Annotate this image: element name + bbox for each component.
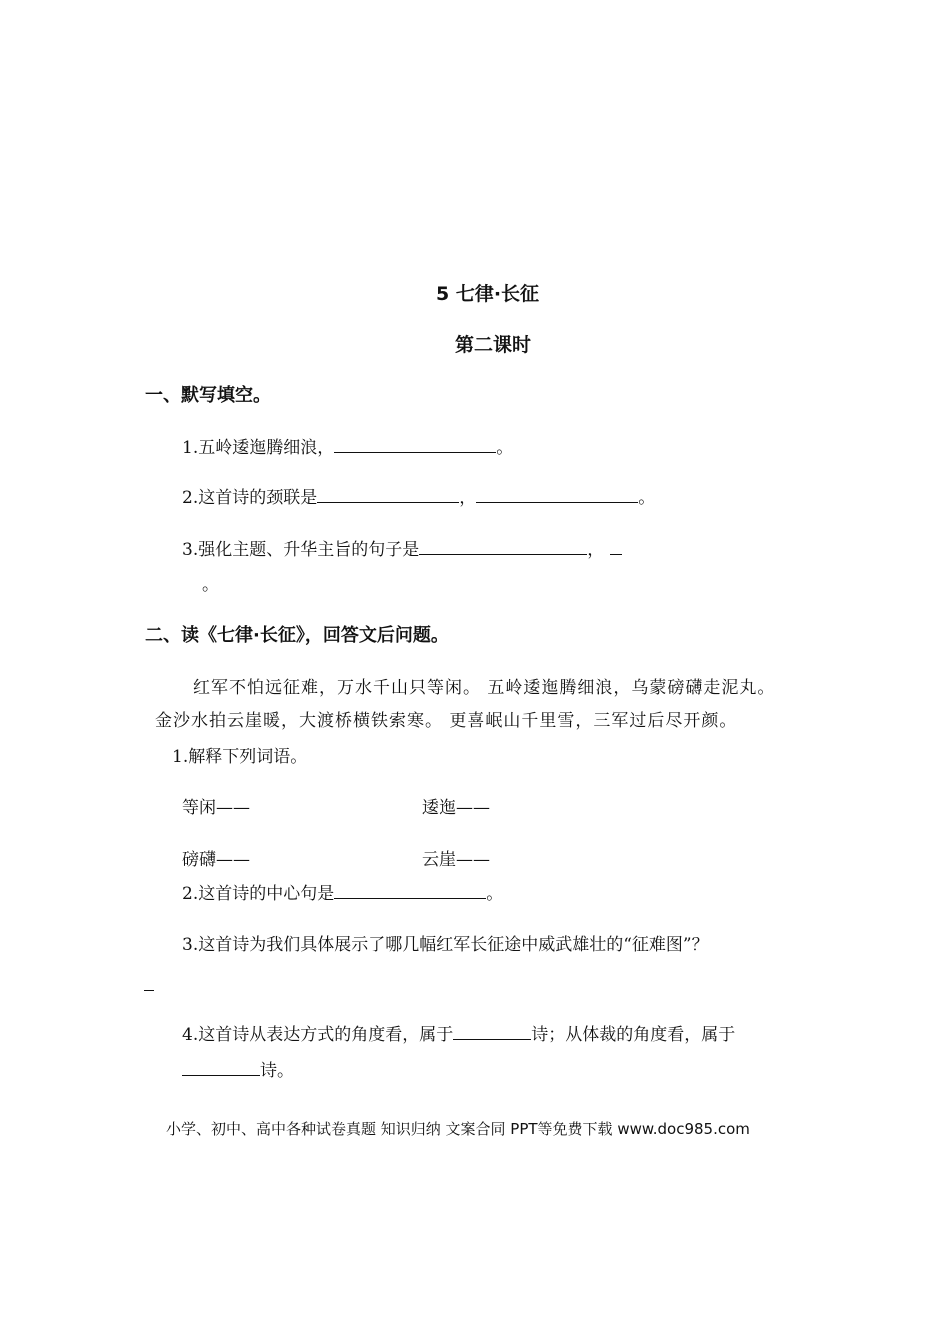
s1-question-1 [182,433,513,458]
s2-q3-blank[interactable] [144,976,154,991]
s2-q2-text: 2.这首诗的中心句是 [182,884,335,904]
page-subtitle: 第二课时 [455,334,532,356]
poem-line-2: 金沙水拍云崖暖，大渡桥横铁索寒。 更喜岷山千里雪，三军过后尽开颜。 [155,711,738,731]
s1-q3-text: 3.强化主题、升华主旨的句子是 [182,540,420,560]
s2-q2-blank[interactable] [334,884,486,899]
s1-q2-mid: ， [459,488,477,508]
s2-q1-text: 1.解释下列词语。 [172,747,308,767]
s1-question-2 [182,483,655,508]
s2-q4-blank-2[interactable] [182,1061,260,1076]
s1-q1-blank[interactable] [334,438,496,453]
s1-q2-blank-1[interactable] [317,488,459,503]
s1-q3-blank-2[interactable] [610,540,622,555]
s1-q1-text: 1.五岭逶迤腾细浪， [182,438,335,458]
s1-q3-blank-1[interactable] [419,540,587,555]
s1-q2-blank-2[interactable] [476,488,638,503]
term-yunya: 云崖—— [422,850,490,870]
s2-question-4-line-2 [182,1056,294,1081]
term-weiyi: 逶迤—— [422,798,490,818]
s2-question-4-line-1 [182,1020,735,1045]
s1-q3-end: 。 [202,575,219,595]
s2-q4-blank-1[interactable] [453,1025,531,1040]
s1-q1-end: 。 [496,438,514,458]
footer-ad: 小学、初中、高中各种试卷真题 知识归纳 文案合同 PPT等免费下载 www.doc985.com [166,1120,750,1138]
s1-q3-mid: ， [587,540,605,560]
s2-q3-text: 3.这首诗为我们具体展示了哪几幅红军长征途中威武雄壮的“征难图”？ [182,935,709,955]
s2-question-2 [182,879,503,904]
term-pangbo: 磅礴—— [182,850,250,870]
s2-q4-text-c: 诗。 [260,1061,294,1081]
poem-line-1: 红军不怕远征难，万水千山只等闲。 五岭逶迤腾细浪，乌蒙磅礴走泥丸。 [193,678,776,698]
s2-q2-end: 。 [486,884,504,904]
page-title: 5 七律·长征 [436,283,540,305]
section2-heading: 二、读《七律·长征》，回答文后问题。 [145,625,449,646]
s1-question-3 [182,535,622,560]
s1-q2-text: 2.这首诗的颈联是 [182,488,318,508]
s1-q2-end: 。 [638,488,656,508]
s2-q4-text-b: 诗；从体裁的角度看，属于 [531,1025,736,1045]
term-dengxian: 等闲—— [182,798,250,818]
section1-heading: 一、默写填空。 [145,385,271,406]
s2-q4-text-a: 4.这首诗从表达方式的角度看，属于 [182,1025,454,1045]
